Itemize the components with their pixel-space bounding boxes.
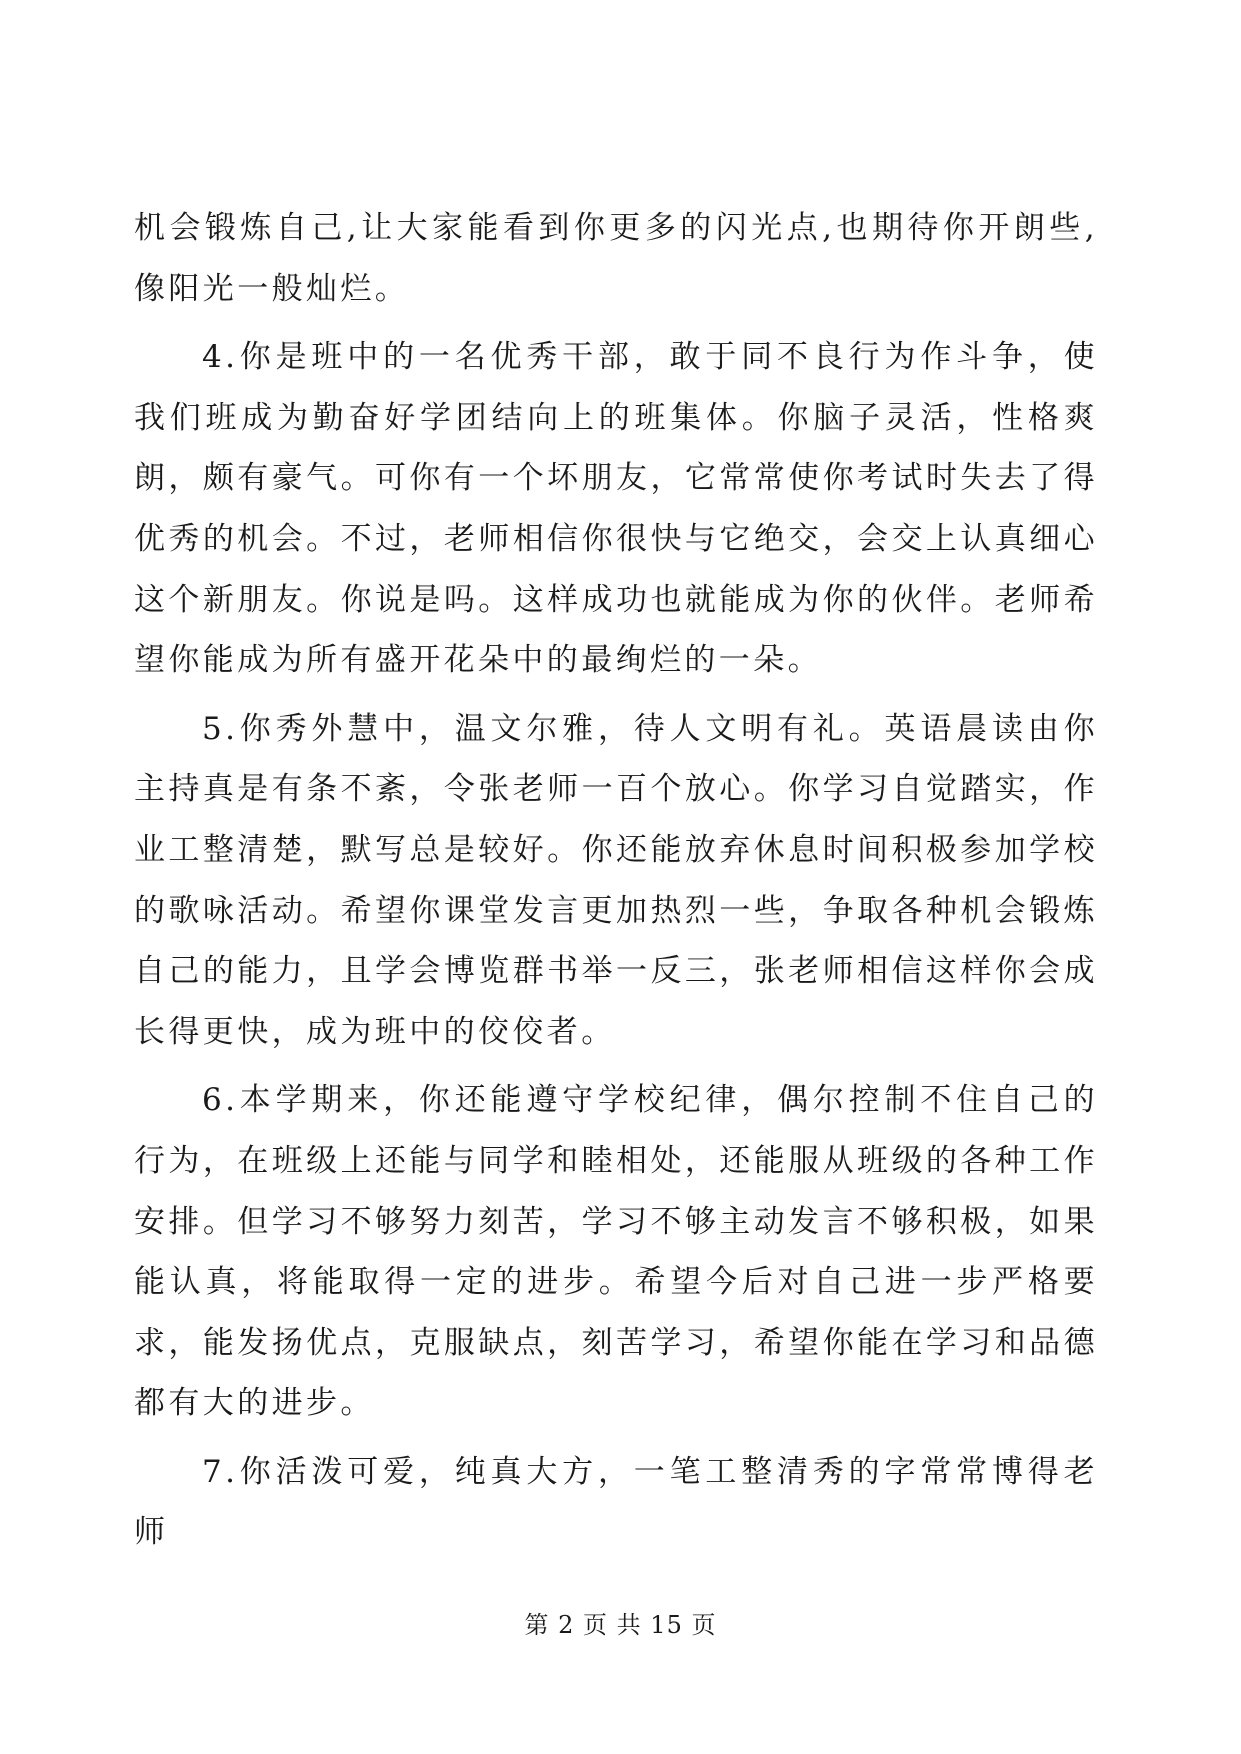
paragraph-item-4: 4.你是班中的一名优秀干部，敢于同不良行为作斗争，使我们班成为勤奋好学团结向上的班集体。你脑子灵活，性格爽朗，颇有豪气。可你有一个坏朋友，它常常使你考试时失去了得优秀的机会。不过，老师相信你很快与它绝交，会交上认真细心这个新朋友。你说是吗。这样成功也就能成为你的伙伴。老师希望你能成为所有盛开花朵中的最绚烂的一朵。 [134,339,1098,679]
paragraph-item-5: 5.你秀外慧中，温文尔雅，待人文明有礼。英语晨读由你主持真是有条不紊，令张老师一百个放心。你学习自觉踏实，作业工整清楚，默写总是较好。你还能放弃休息时间积极参加学校的歌咏活动。希望你课堂发言更加热烈一些，争取各种机会锻炼自己的能力，且学会博览群书举一反三，张老师相信这样你会成长得更快，成为班中的佼佼者。 [134,710,1098,1050]
paragraph-item-6: 6.本学期来，你还能遵守学校纪律，偶尔控制不住自己的行为，在班级上还能与同学和睦相处，还能服从班级的各种工作安排。但学习不够努力刻苦，学习不够主动发言不够积极，如果能认真，将能取得一定的进步。希望今后对自己进一步严格要求，能发扬优点，克服缺点，刻苦学习，希望你能在学习和品德都有大的进步。 [134,1082,1098,1422]
document-body [134,198,1098,1571]
page-number-footer: 第 2 页 共 15 页 [524,1611,717,1639]
paragraph-item-7: 7.你活泼可爱，纯真大方，一笔工整清秀的字常常博得老师 [134,1453,1098,1551]
paragraph-continuation: 机会锻炼自己,让大家能看到你更多的闪光点,也期待你开朗些,像阳光一般灿烂。 [134,210,1098,307]
